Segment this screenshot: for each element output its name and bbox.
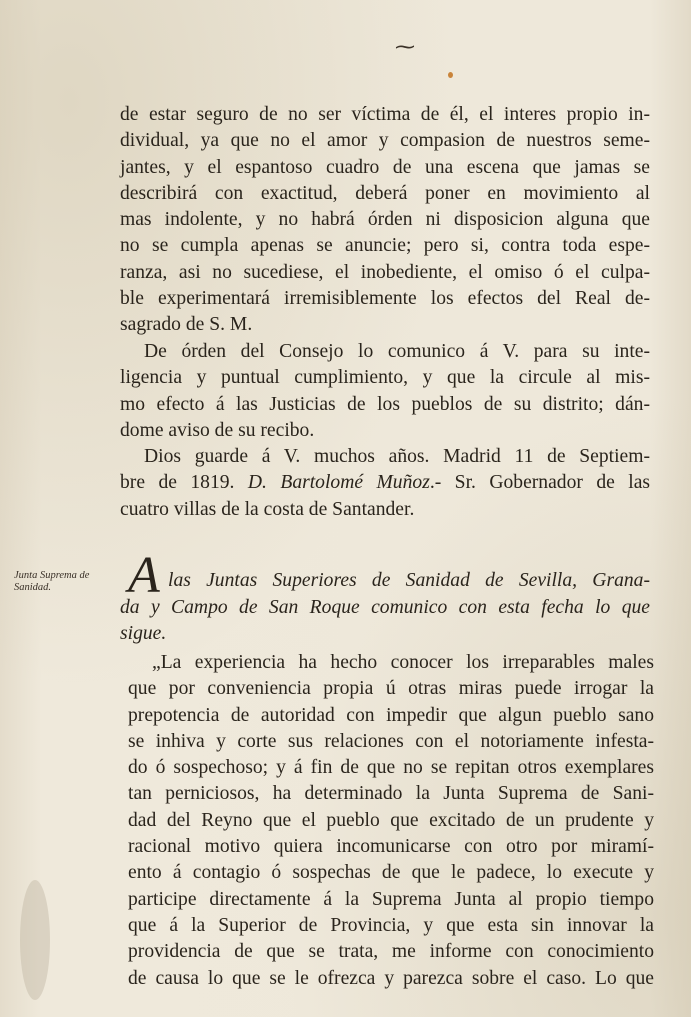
closing-block xyxy=(120,444,650,523)
text-line: prepotencia de autoridad con impedir que algun pueblo sano xyxy=(128,704,654,726)
heading-block-cont xyxy=(120,595,650,648)
text-line: ble experimentará irremisiblemente los efectos del Real de- xyxy=(120,288,650,310)
text-line: participe directamente á la Suprema Junta al propio tiempo xyxy=(128,888,654,910)
text-line: que por conveniencia propia ú otras miras puede irrogar la xyxy=(128,678,654,700)
text-line: ligencia y puntual cumplimiento, y que la circule al mis- xyxy=(120,367,650,389)
text-line: ranza, asi no sucediese, el inobediente, el omiso ó el culpa- xyxy=(120,261,650,283)
heading-block xyxy=(168,568,650,594)
heading-line: las Juntas Superiores de Sanidad de Sevilla, Grana- xyxy=(168,570,650,591)
text-line: que á la Superior de Provincia, y que esta sin innovar la xyxy=(128,914,654,936)
text-line: racional motivo quiera incomunicarse con otro por miramí- xyxy=(128,836,654,858)
text-line: sagrado de S. M. xyxy=(120,314,253,336)
text-line: do ó sospechoso; y á fin de que no se repitan otros exemplares xyxy=(128,757,654,779)
text-line: de causa lo que se le ofrezca y parezca sobre el caso. Lo que xyxy=(128,967,654,989)
text-line: mo efecto á las Justicias de los pueblos de su distrito; dán- xyxy=(120,393,650,415)
paper-stain xyxy=(448,72,453,78)
quoted-paragraph xyxy=(128,650,654,992)
text-line: ento á contagio ó sospechas de que le padece, lo execute y xyxy=(128,862,654,884)
text-line: „La experiencia ha hecho conocer los irreparables males xyxy=(152,652,654,673)
text-line: providencia de que se trata, me informe con conocimiento xyxy=(128,941,654,963)
top-paragraph xyxy=(120,102,650,339)
heading-line: da y Campo de San Roque comunico con esta fecha lo que xyxy=(120,597,650,618)
text-line: mas indolente, y no habrá órden ni disposicion alguna que xyxy=(120,209,650,231)
signatory-name: D. Bartolomé Muñoz xyxy=(247,472,430,494)
text-line: de estar seguro de no ser víctima de él, el interes propio in- xyxy=(120,104,650,125)
text-line: dividual, ya que no el amor y compasion de nuestros seme- xyxy=(120,130,650,152)
text-line: se inhiva y corte sus relaciones con el notoriamente infesta- xyxy=(128,730,654,752)
closing-line: Dios guarde á V. muchos años. Madrid 11 de Septiem- xyxy=(144,446,650,467)
paper-stain xyxy=(20,880,50,1000)
closing-date-text: bre de 1819. xyxy=(120,472,248,494)
drop-cap: A xyxy=(128,547,160,604)
text-line: De órden del Consejo lo comunico á V. para su inte- xyxy=(144,341,650,362)
text-line: tan perniciosos, ha determinado la Junta Suprema de Sani- xyxy=(128,783,654,805)
order-paragraph xyxy=(120,339,650,444)
text-line: jantes, y el espantoso cuadro de una escena que jamas se xyxy=(120,156,650,178)
text-line: dad del Reyno que el pueblo que excitado de un prudente y xyxy=(128,809,654,831)
heading-line: sigue. xyxy=(120,623,167,645)
text-line: no se cumpla apenas se anuncie; pero si, contra toda espe- xyxy=(120,235,650,257)
closing-recipient-text: .- Sr. Gobernador de las xyxy=(429,472,651,494)
printer-ornament: ⁓ xyxy=(395,36,415,58)
closing-line xyxy=(120,470,650,496)
closing-line: cuatro villas de la costa de Santander. xyxy=(120,498,415,520)
text-line: describirá con exactitud, deberá poner en movimiento al xyxy=(120,182,650,204)
margin-note: Junta Suprema de Sanidad. xyxy=(14,570,90,593)
text-line: dome aviso de su recibo. xyxy=(120,419,315,441)
